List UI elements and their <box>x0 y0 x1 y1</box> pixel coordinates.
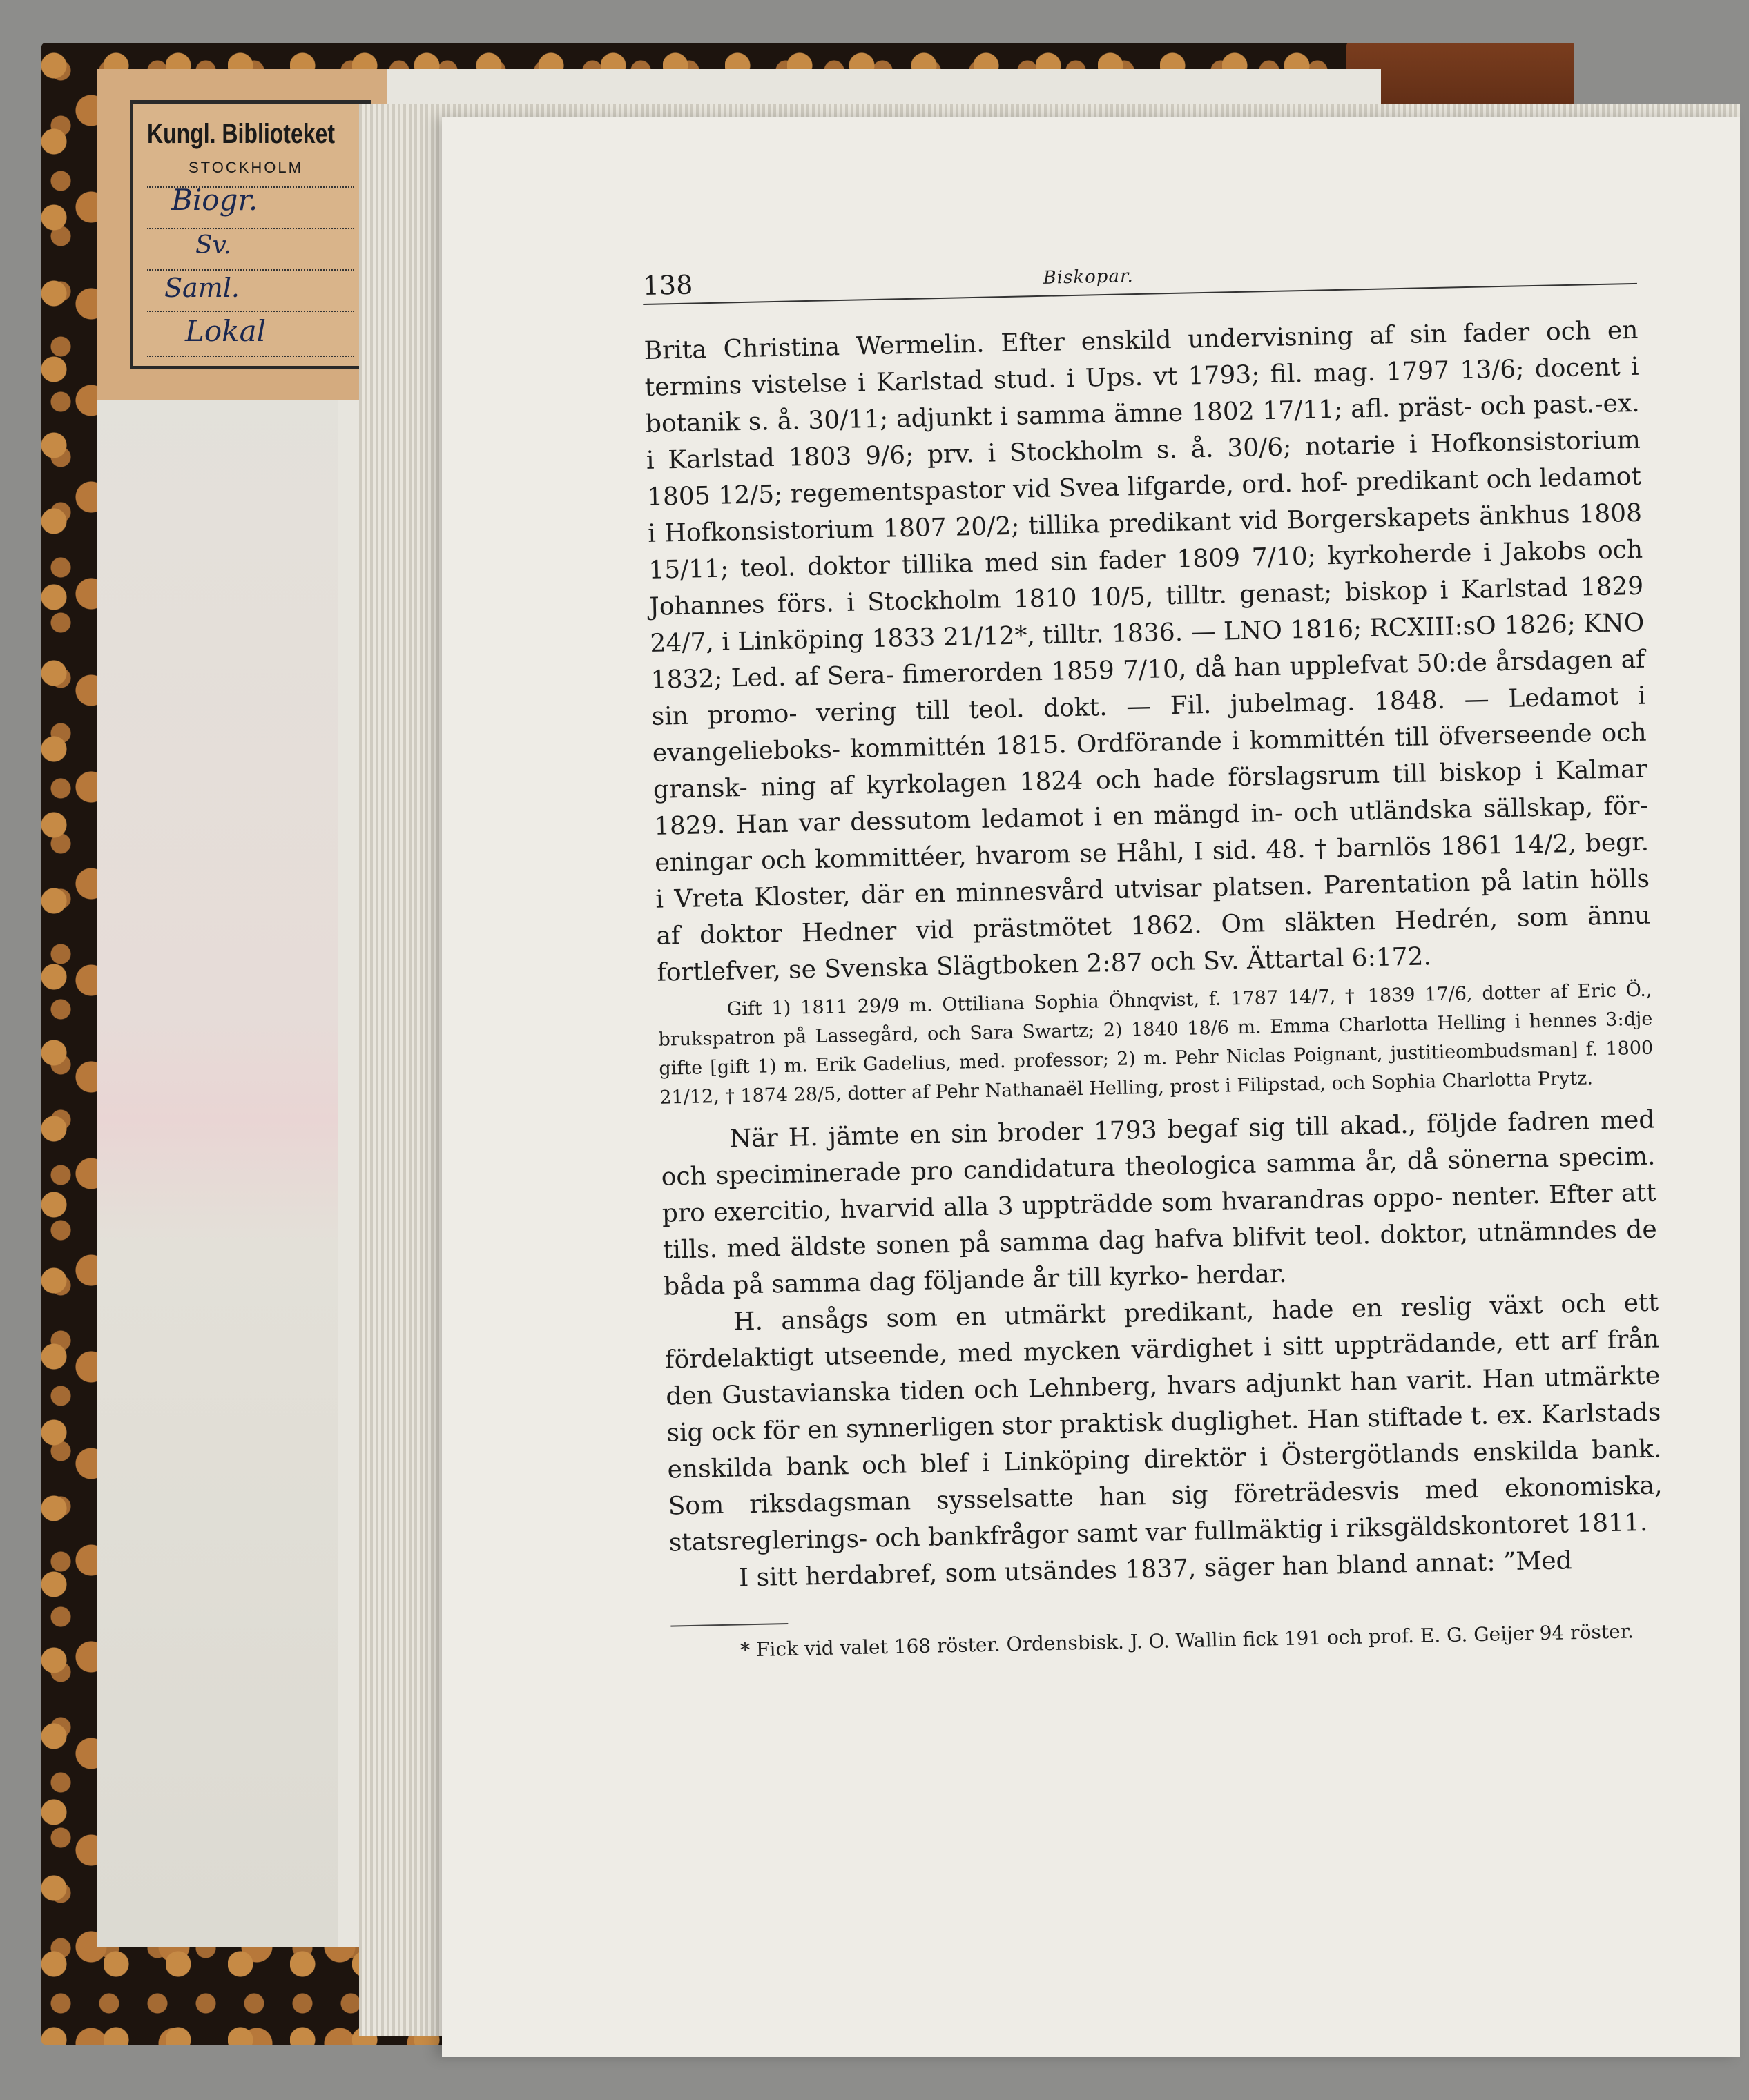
running-head: Biskopar. <box>1043 266 1134 289</box>
label-dotted-line <box>147 311 354 312</box>
page-text-block <box>642 242 1665 1667</box>
body-paragraph: När H. jämte en sin broder 1793 begaf sig till akad., följde fadren med och speciminerade pro candidatura theologica samma år, då sönerna specim. pro exercitio, hvarvid alla 3 uppträdde som hvarandras oppo- nenter. Efter att tills. med äldste sonen på samma dag hafva blifvit teol. doktor, utnämndes de båda på samma dag följande år till kyrko- herdar. <box>661 1105 1658 1301</box>
library-label-title: Kungl. Biblioteket <box>147 119 335 149</box>
page-number: 138 <box>642 269 693 301</box>
label-dotted-line <box>147 269 354 271</box>
footnote-rule <box>670 1623 788 1627</box>
body-paragraph: H. ansågs som en utmärkt predikant, hade en reslig växt och ett fördelaktigt utseende, med mycken värdighet i sitt uppträdande, ett arf från den Gustavianska tiden och Lehnberg, hvars adjunkt han varit. Han utmärkte sig ock för en synnerligen stor praktisk duglighet. Han stiftade t. ex. Karlstads enskilda bank och blef i Linköping direktör i Östergötlands enskilda bank. Som riksdagsman sysselsatte han sig företrädesvis med ekonomiska, statsreglerings- och bankfrågor samt var fullmäktig i riksgäldskontoret 1811. <box>664 1288 1663 1557</box>
label-dotted-line <box>147 228 354 229</box>
marriage-note: Gift 1) 1811 29/9 m. Ottiliana Sophia Öhnqvist, f. 1787 14/7, † 1839 17/6, dotter af Eric Ö., brukspatron på Lassegård, och Sara Swartz; 2) 1840 18/6 m. Emma Charlotta Helling i hennes 3:dje gifte [gift 1) m. Erik Gadelius, med. professor; 2) m. Pehr Niclas Poignant, justitieombudsman] f. 1800 21/12, † 1874 28/5, dotter af Pehr Nathanaël Helling, prost i Filipstad, och Sophia Charlotta Prytz. <box>658 979 1654 1109</box>
biography-paragraph: Brita Christina Wermelin. Efter enskild undervisning af sin fader och en termins vistelse i Karlstad stud. i Ups. vt 1793; fil. mag. 1797 13/6; docent i botanik s. å. 30/11; adjunkt i samma ämne 1802 17/11; afl. präst- och past.-ex. i Karlstad 1803 9/6; prv. i Stockholm s. å. 30/6; notarie i Hofkonsistorium 1805 12/5; regementspastor vid Svea lifgarde, ord. hof- predikant och ledamot i Hofkonsistorium 1807 20/2; tillika predikant vid Borgerskapets änkhus 1808 15/11; teol. doktor tillika med sin fader 1809 7/10; kyrkoherde i Jakobs och Johannes förs. i Stockholm 1810 10/5, tilltr. genast; biskop i Karlstad 1829 24/7, i Linköping 1833 21/12*, tilltr. 1836. — LNO 1816; RCXIII:sO 1826; KNO 1832; Led. af Sera- fimerorden 1859 7/10, då han upplefvat 50:de årsdagen af sin promo- vering till teol. dokt. — Fil. jubelmag. 1848. — Ledamot i evangelieboks- kommittén 1815. Ordförande i kommittén till öfverseende och gransk- ning af kyrkolagen 1824 och hade förslagsrum till biskop i Kalmar 1829. Han var dessutom ledamot i en mängd in- och utländska sällskap, för- eningar och kommittéer, hvarom se Håhl, I sid. 48. † barnlös 1861 14/2, begr. i Vreta Kloster, där en minnesvård utvisar platsen. Parentation på latin hölls af doktor Hedner vid prästmötet 1862. Om släkten Hedrén, som ännu fortlefver, se Svenska Slägtboken 2:87 och Sv. Ättartal 6:172. <box>644 315 1651 987</box>
library-label-city: STOCKHOLM <box>189 159 303 176</box>
body-paragraph: I sitt herdabref, som utsändes 1837, säger han bland annat: ”Med <box>738 1546 1572 1593</box>
endpaper-stain <box>97 387 338 1947</box>
library-label-frame <box>130 100 371 369</box>
label-handwriting-2: Sv. <box>195 231 232 260</box>
label-handwriting-1: Biogr. <box>171 183 258 217</box>
label-handwriting-3: Saml. <box>164 273 240 303</box>
label-handwriting-4: Lokal <box>185 314 267 348</box>
footnote: * Fick vid valet 168 röster. Ordensbisk. J. O. Wallin fick 191 och prof. E. G. Geijer 94 röster. <box>740 1620 1634 1662</box>
label-dotted-line <box>147 356 354 357</box>
